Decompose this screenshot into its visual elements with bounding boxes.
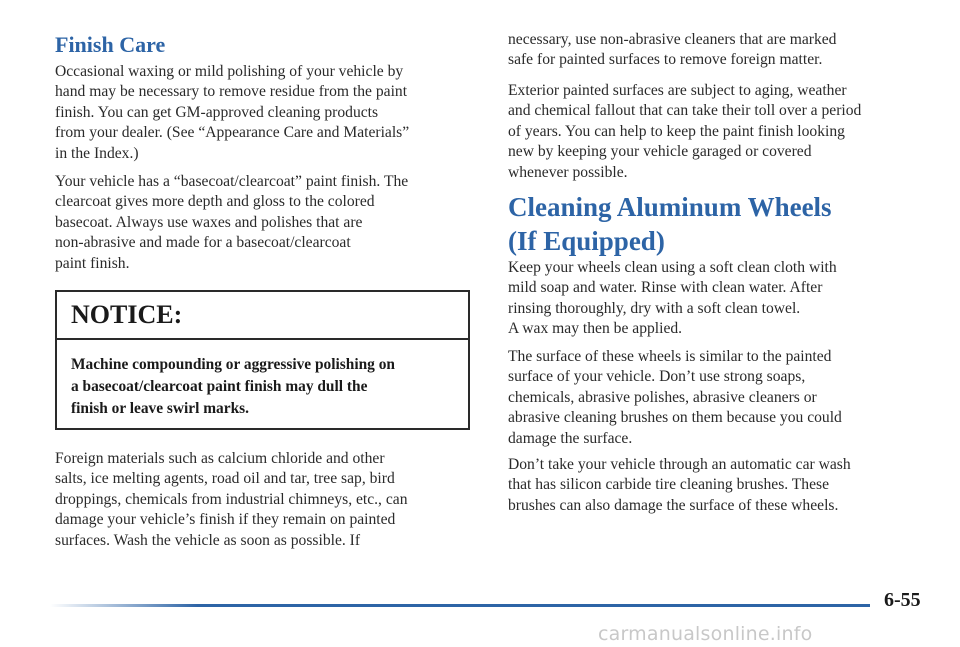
finish-care-paragraph-1: Occasional waxing or mild polishing of your vehicle by hand may be necessary to remove residue from the paint finish. You can get GM-approved cleaning products from your dealer. (See “Appearance Care and Materials” in the Index.) xyxy=(55,63,410,162)
section-heading-aluminum-wheels: Cleaning Aluminum Wheels (If Equipped) xyxy=(508,192,832,256)
finish-care-paragraph-4: necessary, use non-abrasive cleaners that are marked safe for painted surfaces to remove foreign matter. xyxy=(508,31,837,69)
wheels-paragraph-1: Keep your wheels clean using a soft clean cloth with mild soap and water. Rinse with clean water. After rinsing thoroughly, dry with a soft clean towel. A wax may then be applied. xyxy=(508,259,837,338)
footer-rule xyxy=(50,604,870,607)
finish-care-paragraph-5: Exterior painted surfaces are subject to aging, weather and chemical fallout that can take their toll over a period of years. You can help to keep the paint finish looking new by keeping your vehicle garaged or covered whenever possible. xyxy=(508,82,862,181)
notice-box xyxy=(55,290,470,430)
wheels-paragraph-2: The surface of these wheels is similar to the painted surface of your vehicle. Don’t use strong soaps, chemicals, abrasive polishes, abrasive cleaners or abrasive cleaning brushes on them because you could damage the surface. xyxy=(508,348,842,447)
notice-header xyxy=(57,292,468,340)
notice-title: NOTICE: xyxy=(71,300,183,329)
page-number: 6-55 xyxy=(884,589,921,611)
notice-body: Machine compounding or aggressive polishing on a basecoat/clearcoat paint finish may dull the finish or leave swirl marks. xyxy=(71,356,395,417)
section-heading-finish-care: Finish Care xyxy=(55,32,166,57)
wheels-paragraph-3: Don’t take your vehicle through an automatic car wash that has silicon carbide tire cleaning brushes. These brushes can also damage the surface of these wheels. xyxy=(508,456,851,514)
watermark: carmanualsonline.info xyxy=(598,623,813,645)
finish-care-paragraph-3: Foreign materials such as calcium chloride and other salts, ice melting agents, road oil and tar, tree sap, bird droppings, chemicals from industrial chimneys, etc., can damage your vehicle’s finish if they remain on painted surfaces. Wash the vehicle as soon as possible. If xyxy=(55,450,408,549)
finish-care-paragraph-2: Your vehicle has a “basecoat/clearcoat” paint finish. The clearcoat gives more depth and gloss to the colored basecoat. Always use waxes and polishes that are non-abrasive and made for a basecoat/clearcoat paint finish. xyxy=(55,173,409,272)
